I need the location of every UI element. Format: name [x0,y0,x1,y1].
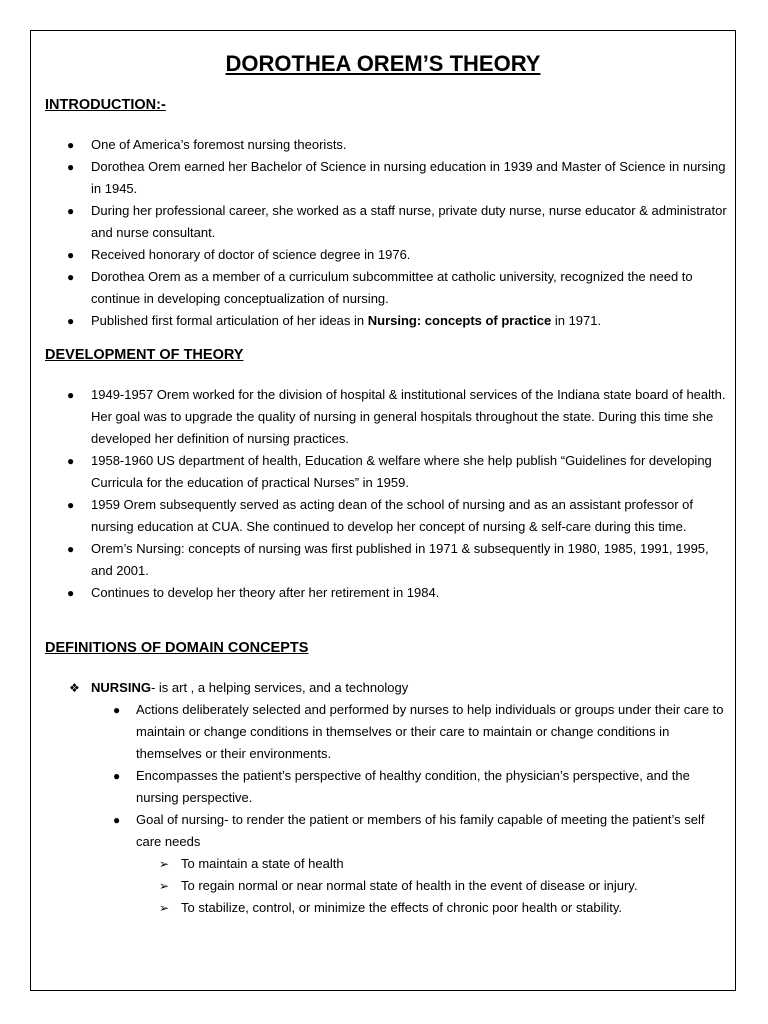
bullet-icon: ● [67,586,75,600]
nursing-definition: ❖ NURSING- is art , a helping services, and a technology [31,677,731,699]
bullet-icon: ● [67,314,75,328]
list-item: ● 1949-1957 Orem worked for the division of hospital & institutional services of the Indiana state board of health. Her goal was to upgrade the quality of nursing in general hospitals throughout the state. During this time she developed her definition of nursing practices. [31,384,731,450]
bullet-icon: ● [67,204,75,218]
arrow-bullet-icon: ➢ [159,901,170,915]
bullet-icon: ● [67,542,75,556]
list-item: ● Encompasses the patient’s perspective of healthy condition, the physician’s perspective, and the nursing perspective. [31,765,726,809]
list-item: ● Dorothea Orem earned her Bachelor of Science in nursing education in 1939 and Master of Science in nursing in 1945. [31,156,731,200]
list-item: ● Dorothea Orem as a member of a curriculum subcommittee at catholic university, recognized the need to continue in developing conceptualization of nursing. [31,266,731,310]
list-item: ➢ To stabilize, control, or minimize the effects of chronic poor health or stability. [31,897,721,919]
bullet-icon: ● [67,160,75,174]
list-item: ● Goal of nursing- to render the patient or members of his family capable of meeting the patient’s self care needs [31,809,726,853]
bullet-icon: ● [67,454,75,468]
diamond-bullet-icon: ❖ [69,681,80,695]
document-page [30,30,736,991]
list-item: ● During her professional career, she worked as a staff nurse, private duty nurse, nurse educator & administrator and nurse consultant. [31,200,731,244]
list-item: ➢ To maintain a state of health [31,853,721,875]
bullet-icon: ● [113,703,121,717]
list-item: ● 1958-1960 US department of health, Education & welfare where she help publish “Guidelines for developing Curricula for the education of practical Nurses” in 1959. [31,450,731,494]
arrow-bullet-icon: ➢ [159,879,170,893]
definitions-heading: DEFINITIONS OF DOMAIN CONCEPTS [45,640,309,656]
page-title: DOROTHEA OREM’S THEORY [225,51,541,76]
book-title: Nursing: concepts of practice [367,313,552,328]
arrow-bullet-icon: ➢ [159,857,170,871]
nursing-term: NURSING [91,680,151,695]
definitions-list [31,677,731,919]
list-item: ● Actions deliberately selected and performed by nurses to help individuals or groups under their care to maintain or change conditions in themselves or their care to maintain or change conditions in themselves or their environments. [31,699,726,765]
bullet-icon: ● [113,813,121,827]
list-item: ● Continues to develop her theory after her retirement in 1984. [31,582,731,604]
list-item: ● Orem’s Nursing: concepts of nursing was first published in 1971 & subsequently in 1980, 1985, 1991, 1995, and 2001. [31,538,731,582]
development-heading: DEVELOPMENT OF THEORY [45,347,244,363]
bullet-icon: ● [67,248,75,262]
bullet-icon: ● [67,270,75,284]
list-item: ● Received honorary of doctor of science degree in 1976. [31,244,731,266]
list-item: ● One of America’s foremost nursing theorists. [31,134,731,156]
introduction-heading: INTRODUCTION:- [45,97,166,113]
bullet-icon: ● [113,769,121,783]
bullet-icon: ● [67,498,75,512]
bullet-icon: ● [67,138,75,152]
list-item: ● 1959 Orem subsequently served as acting dean of the school of nursing and as an assistant professor of nursing education at CUA. She continued to develop her concept of nursing & self-care during this time. [31,494,731,538]
development-list [31,384,731,604]
list-item: ➢ To regain normal or near normal state of health in the event of disease or injury. [31,875,721,897]
bullet-icon: ● [67,388,75,402]
introduction-list [31,134,731,332]
list-item: ● Published first formal articulation of her ideas in Nursing: concepts of practice in 1971. [31,310,731,332]
